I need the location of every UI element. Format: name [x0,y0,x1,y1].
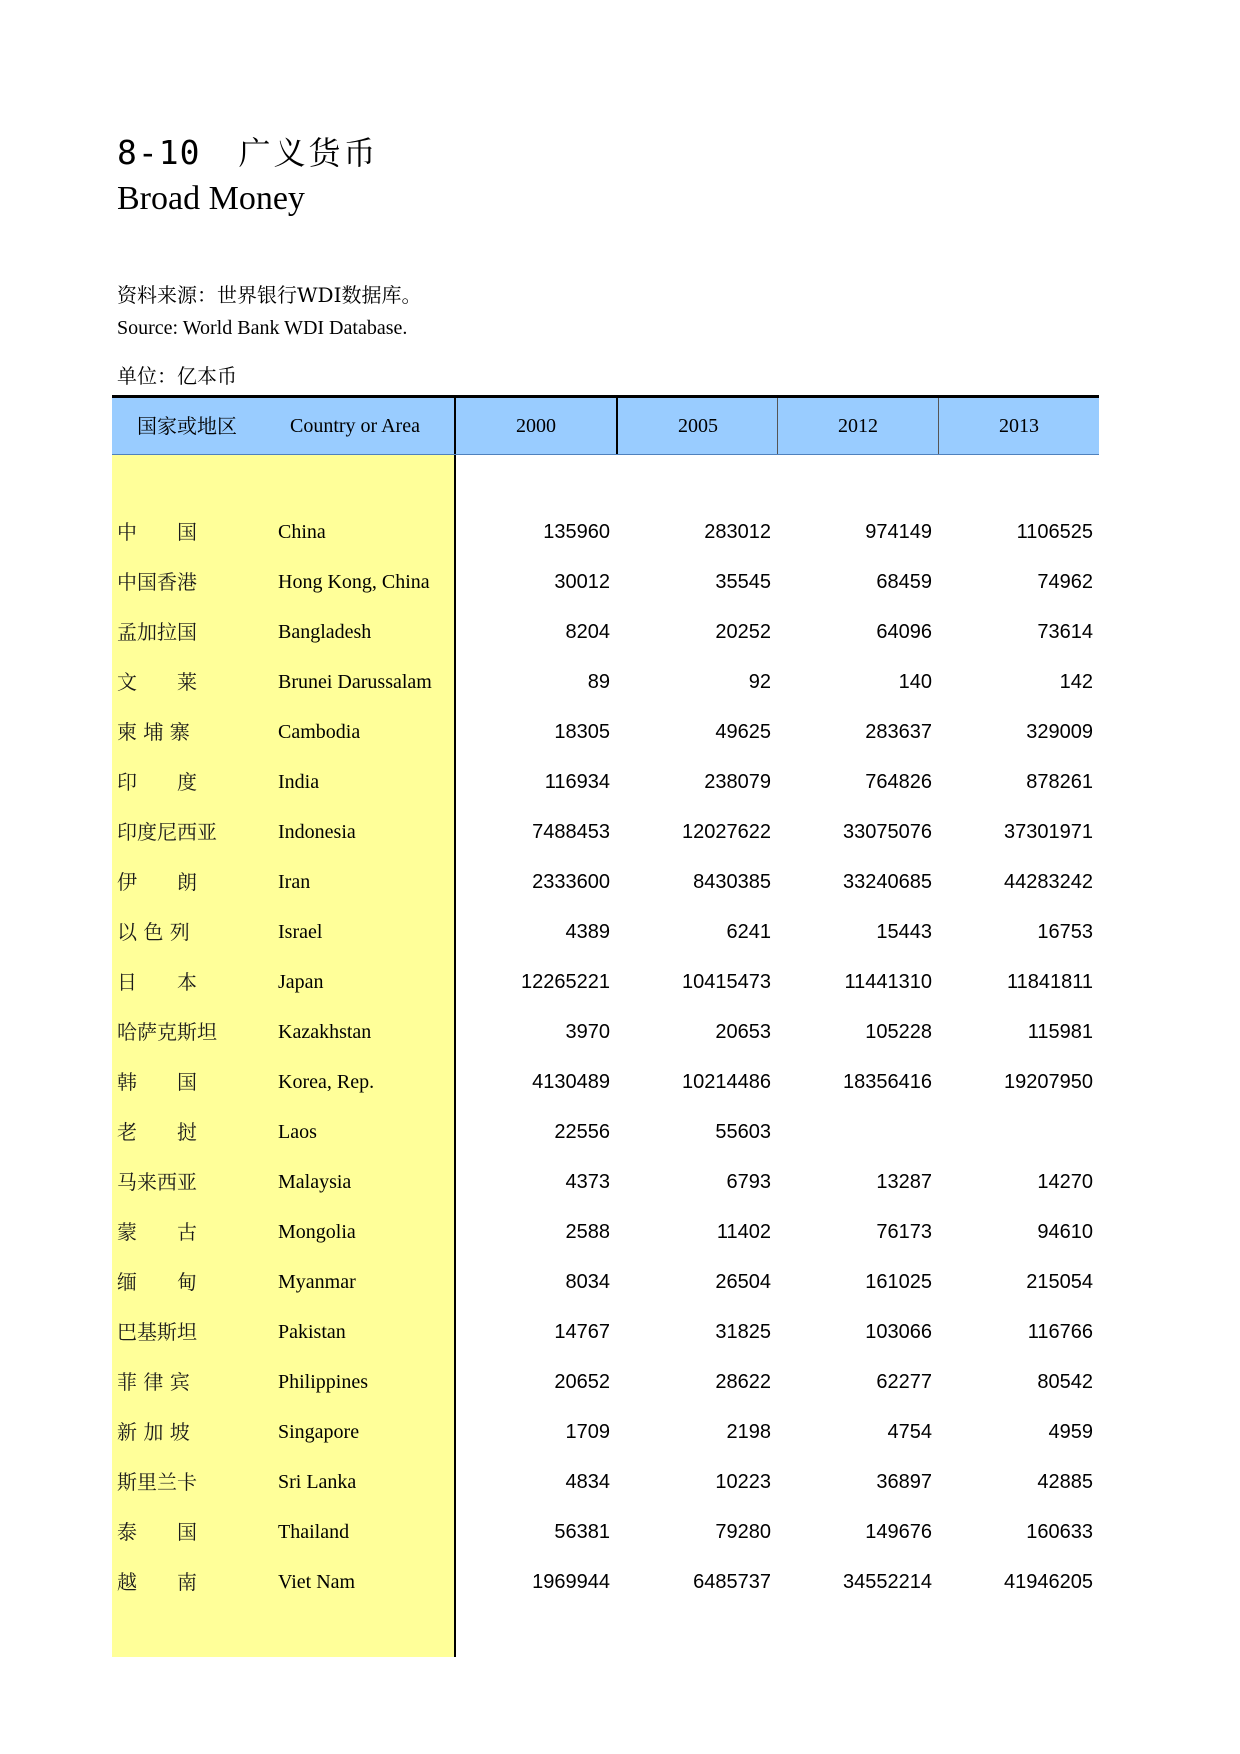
country-name-cn: 新 加 坡 [117,1420,190,1444]
value-2005: 92 [748,671,771,693]
value-2000: 14767 [554,1321,610,1343]
country-name-cn: 孟加拉国 [117,620,197,644]
value-2005: 2198 [726,1421,771,1443]
value-2012: 34552214 [843,1571,932,1593]
header-year-2000: 2000 [516,415,556,437]
value-2012: 140 [898,671,932,693]
value-2012: 18356416 [843,1071,932,1093]
country-name-en: Pakistan [278,1321,346,1343]
value-2000: 30012 [554,571,610,593]
country-name-cn: 印 度 [117,770,197,794]
value-2000: 4389 [565,921,610,943]
table-body [112,455,1099,1657]
country-name-en: Mongolia [278,1221,356,1243]
title-english: Broad Money [117,180,305,217]
value-2012: 161025 [865,1271,932,1293]
value-2013: 115981 [1027,1021,1093,1043]
value-2005: 238079 [704,771,771,793]
table-row [112,1157,1099,1207]
value-2000: 1969944 [532,1571,610,1593]
table-row [112,957,1099,1007]
country-name-en: Kazakhstan [278,1021,372,1043]
country-name-en: Laos [278,1121,317,1143]
table-row [112,557,1099,607]
value-2013: 37301971 [1004,821,1093,843]
country-name-en: Bangladesh [278,621,372,643]
value-2000: 135960 [543,521,610,543]
data-table [112,395,1099,1657]
value-2013: 215054 [1026,1271,1093,1293]
value-2013 [943,1107,1093,1157]
value-2012: 149676 [865,1521,932,1543]
value-2000: 4834 [565,1471,610,1493]
value-2000: 4373 [565,1171,610,1193]
value-2013: 329009 [1026,721,1093,743]
value-2005: 20653 [715,1021,771,1043]
value-2013: 73614 [1037,621,1093,643]
value-2013: 1106525 [1016,521,1093,543]
country-name-cn: 中 国 [117,520,197,544]
country-name-cn: 中国香港 [117,570,197,594]
country-name-cn: 越 南 [117,1570,197,1594]
value-2005: 6793 [726,1171,771,1193]
country-name-cn: 泰 国 [117,1520,197,1544]
unit-label: 单位：亿本币 [117,364,237,388]
value-2013: 878261 [1026,771,1093,793]
country-name-en: Japan [278,971,324,993]
value-2012: 974149 [865,521,932,543]
header-year-2013: 2013 [999,415,1039,437]
country-name-cn: 老 挝 [117,1120,197,1144]
table-row [112,857,1099,907]
country-name-cn: 日 本 [117,970,197,994]
value-2005: 26504 [715,1271,771,1293]
value-2000: 2333600 [532,871,610,893]
country-name-en: Indonesia [278,821,356,843]
value-2000: 8034 [565,1271,610,1293]
country-name-en: India [278,771,320,793]
value-2000: 8204 [565,621,610,643]
country-name-cn: 文 莱 [117,670,197,694]
country-name-en: Sri Lanka [278,1471,357,1493]
value-2000: 3970 [565,1021,610,1043]
table-row [112,1457,1099,1507]
table-row [112,807,1099,857]
value-2012: 36897 [876,1471,932,1493]
value-2005: 6241 [726,921,771,943]
value-2005: 79280 [715,1521,771,1543]
country-name-en: Iran [278,871,311,893]
table-number: 8-10 [117,133,201,172]
value-2013: 44283242 [1004,871,1093,893]
value-2012: 68459 [876,571,932,593]
value-2000: 89 [587,671,610,693]
country-name-cn: 柬 埔 寨 [117,720,190,744]
table-row [112,1007,1099,1057]
table-row [112,707,1099,757]
table-row [112,1207,1099,1257]
title-chinese: 广义货币 [238,134,379,172]
country-name-en: China [278,521,326,543]
table-row [112,1107,1099,1157]
value-2012: 33075076 [843,821,932,843]
value-2012: 283637 [865,721,932,743]
country-name-cn: 斯里兰卡 [117,1470,197,1494]
value-2005: 10214486 [682,1071,771,1093]
value-2000: 18305 [554,721,610,743]
value-2012: 11441310 [844,971,932,993]
country-name-cn: 伊 朗 [117,870,197,894]
value-2012 [782,1107,932,1157]
value-2012: 62277 [876,1371,932,1393]
table-row [112,757,1099,807]
header-year-2012: 2012 [838,415,878,437]
table-row [112,507,1099,557]
value-2000: 4130489 [532,1071,610,1093]
value-2013: 16753 [1037,921,1093,943]
value-2005: 49625 [715,721,771,743]
table-row [112,607,1099,657]
value-2013: 116766 [1027,1321,1093,1343]
value-2013: 19207950 [1004,1071,1093,1093]
value-2005: 31825 [715,1321,771,1343]
value-2013: 41946205 [1004,1571,1093,1593]
value-2005: 12027622 [682,821,771,843]
value-2013: 94610 [1037,1221,1093,1243]
table-row [112,1057,1099,1107]
value-2005: 10415473 [682,971,771,993]
value-2000: 56381 [554,1521,610,1543]
value-2005: 35545 [715,571,771,593]
value-2012: 76173 [876,1221,932,1243]
table-row [112,1557,1099,1607]
value-2013: 4959 [1048,1421,1093,1443]
value-2005: 20252 [715,621,771,643]
table-row [112,657,1099,707]
value-2012: 15443 [876,921,932,943]
country-name-en: Philippines [278,1371,369,1393]
table-rows [112,507,1099,1607]
table-header [112,395,1099,455]
country-name-en: Thailand [278,1521,350,1543]
country-name-en: Myanmar [278,1271,356,1293]
value-2005: 10223 [715,1471,771,1493]
value-2013: 11841811 [1006,971,1093,993]
value-2005: 283012 [704,521,771,543]
value-2012: 13287 [876,1171,932,1193]
header-year-2005: 2005 [678,415,718,437]
table-row [112,1257,1099,1307]
value-2000: 22556 [554,1121,610,1143]
value-2013: 42885 [1037,1471,1093,1493]
table-row [112,1307,1099,1357]
country-name-cn: 菲 律 宾 [117,1370,190,1394]
value-2000: 2588 [565,1221,610,1243]
value-2005: 28622 [715,1371,771,1393]
value-2012: 64096 [876,621,932,643]
value-2005: 11402 [716,1221,771,1243]
value-2012: 764826 [865,771,932,793]
value-2000: 1709 [565,1421,610,1443]
value-2000: 116934 [544,771,610,793]
table-row [112,1407,1099,1457]
country-name-en: Malaysia [278,1171,352,1193]
country-name-cn: 蒙 古 [117,1220,197,1244]
value-2005: 8430385 [693,871,771,893]
country-name-en: Singapore [278,1421,360,1443]
value-2012: 33240685 [843,871,932,893]
value-2013: 160633 [1026,1521,1093,1543]
header-country-en: Country or Area [290,415,420,437]
source-chinese: 资料来源：世界银行WDI数据库。 [117,283,422,307]
value-2013: 142 [1059,671,1093,693]
country-name-cn: 哈萨克斯坦 [117,1020,217,1044]
source-english: Source: World Bank WDI Database. [117,317,408,339]
value-2013: 80542 [1037,1371,1093,1393]
country-name-en: Israel [278,921,323,943]
country-name-cn: 韩 国 [117,1070,197,1094]
page-title [117,128,379,174]
value-2012: 103066 [865,1321,932,1343]
country-name-cn: 以 色 列 [117,920,190,944]
value-2000: 20652 [554,1371,610,1393]
country-name-cn: 马来西亚 [117,1170,197,1194]
table-row [112,1507,1099,1557]
country-name-en: Viet Nam [278,1571,356,1593]
table-row [112,1357,1099,1407]
value-2013: 74962 [1037,571,1093,593]
country-name-cn: 巴基斯坦 [117,1320,197,1344]
country-name-en: Korea, Rep. [278,1071,375,1093]
value-2000: 7488453 [532,821,610,843]
country-name-en: Brunei Darussalam [278,671,432,693]
table-row [112,907,1099,957]
header-country-cn: 国家或地区 [137,414,237,438]
country-name-cn: 印度尼西亚 [117,820,217,844]
value-2012: 4754 [887,1421,932,1443]
value-2013: 14270 [1037,1171,1093,1193]
value-2005: 55603 [715,1121,771,1143]
country-name-en: Cambodia [278,721,361,743]
country-name-en: Hong Kong, China [278,571,430,593]
value-2012: 105228 [865,1021,932,1043]
value-2000: 12265221 [521,971,610,993]
country-name-cn: 缅 甸 [117,1270,197,1294]
value-2005: 6485737 [693,1571,771,1593]
